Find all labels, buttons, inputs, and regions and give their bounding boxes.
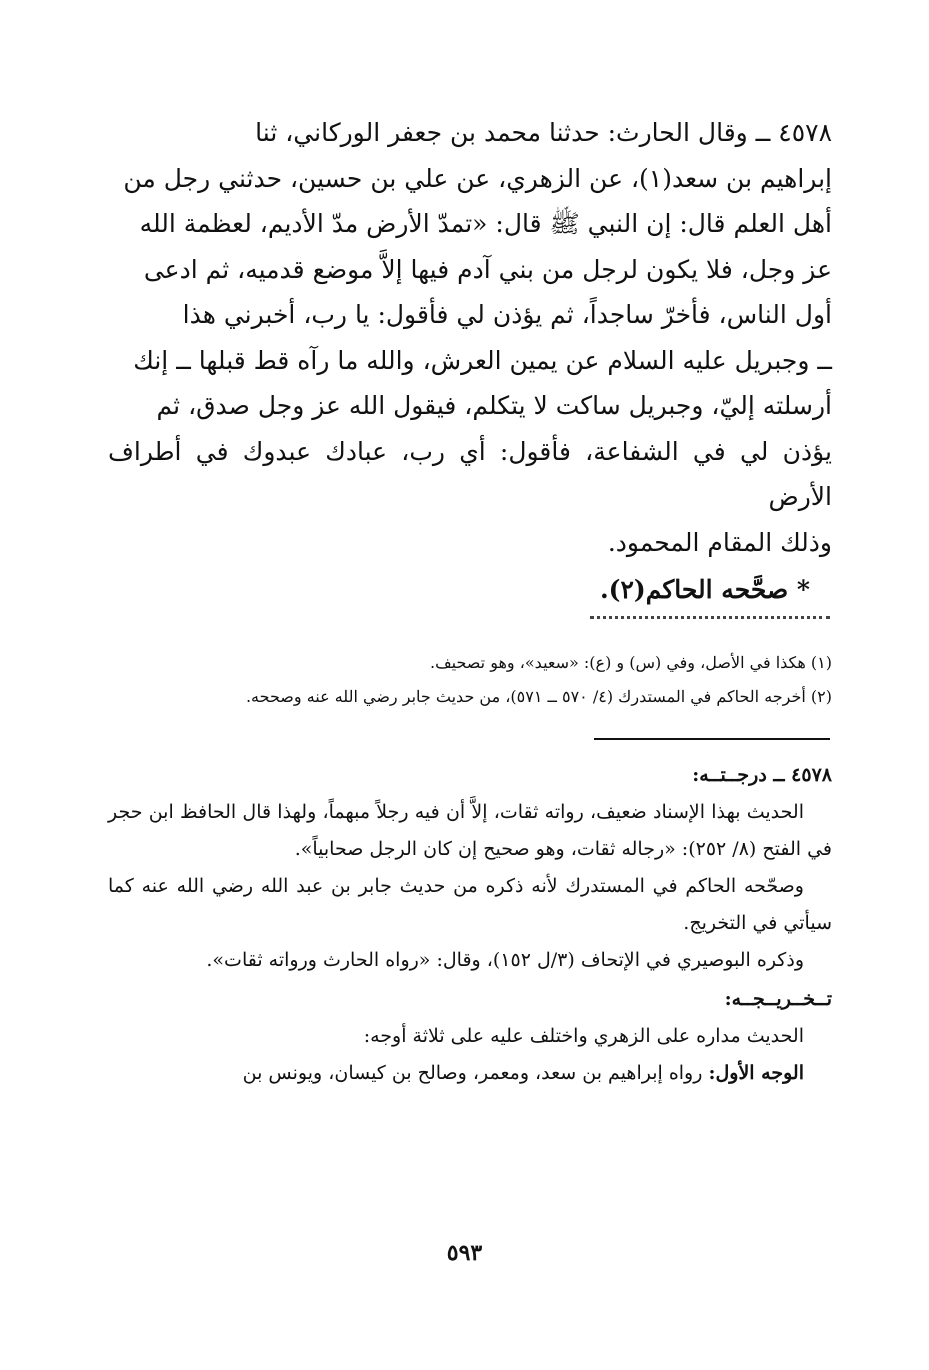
footnote-separator [590,616,830,619]
takhrij-first [108,1055,832,1092]
takhrij-first-label: الوجه الأول: [708,1062,804,1084]
footnote-1: (١) هكذا في الأصل، وفي (س) و (ع): «سعيد»، وهو تصحيف. [429,653,832,672]
hadith-line: عز وجل، فلا يكون لرجل من بني آدم فيها إلاَّ موضع قدميه، ثم ادعى [143,254,832,284]
hadith-line: يؤذن لي في الشفاعة، فأقول: أي رب، عبادك عبدوك في أطراف الأرض [108,436,832,511]
hadith-line: أهل العلم قال: إن النبي ﷺ قال: «تمدّ الأرض مدّ الأديم، لعظمة الله [139,209,832,238]
commentary [108,757,832,1092]
hadith-line: ــ وجبريل عليه السلام عن يمين العرش، والله ما رآه قط قبلها ــ إنك [133,345,832,375]
hadith-line: أول الناس، فأخرّ ساجداً، ثم يؤذن لي فأقول: يا رب، أخبرني هذا [182,300,832,329]
hukm-line: * صحَّحه الحاكم(٢). [599,575,810,604]
takhrij-heading: تــخــريــجــه: [724,988,832,1010]
section-divider [594,738,830,740]
hadith-line: ٤٥٧٨ ــ وقال الحارث: حدثنا محمد بن جعفر الوركاني، ثنا [255,118,832,147]
grading-paragraph: الحديث بهذا الإسناد ضعيف، رواته ثقات، إلاَّ أن فيه رجلاً مبهماً، ولهذا قال الحافظ ابن حجر في الفتح (٨/ ٢٥٢): «رجاله ثقات، وهو صحيح إن كان الرجل صحابياً». [108,801,832,860]
hadith-line: إبراهيم بن سعد(١)، عن الزهري، عن علي بن حسين، حدثني رجل من [123,163,832,193]
hadith-line: وذلك المقام المحمود. [607,527,832,557]
hadith-text [108,110,832,613]
takhrij-first-text: رواه إبراهيم بن سعد، ومعمر، وصالح بن كيسان، ويونس بن [242,1062,703,1084]
footnote-2: (٢) أخرجه الحاكم في المستدرك (٤/ ٥٧٠ ــ ٥٧١)، من حديث جابر رضي الله عنه وصححه. [245,687,832,706]
footnotes [108,646,832,714]
takhrij-intro: الحديث مداره على الزهري واختلف عليه على ثلاثة أوجه: [363,1025,804,1047]
grading-paragraph: وصحّحه الحاكم في المستدرك لأنه ذكره من حديث جابر بن عبد الله رضي الله عنه كما سيأتي في التخريج. [108,875,832,934]
grading-heading: ٤٥٧٨ ــ درجــتــه: [692,764,832,786]
grading-paragraph: وذكره البوصيري في الإتحاف (٣/ل ١٥٢)، وقال: «رواه الحارث ورواته ثقات». [206,949,804,971]
hadith-line: أرسلته إليّ، وجبريل ساكت لا يتكلم، فيقول الله عز وجل صدق، ثم [156,391,832,420]
page-number: ٥٩٣ [446,1240,483,1266]
